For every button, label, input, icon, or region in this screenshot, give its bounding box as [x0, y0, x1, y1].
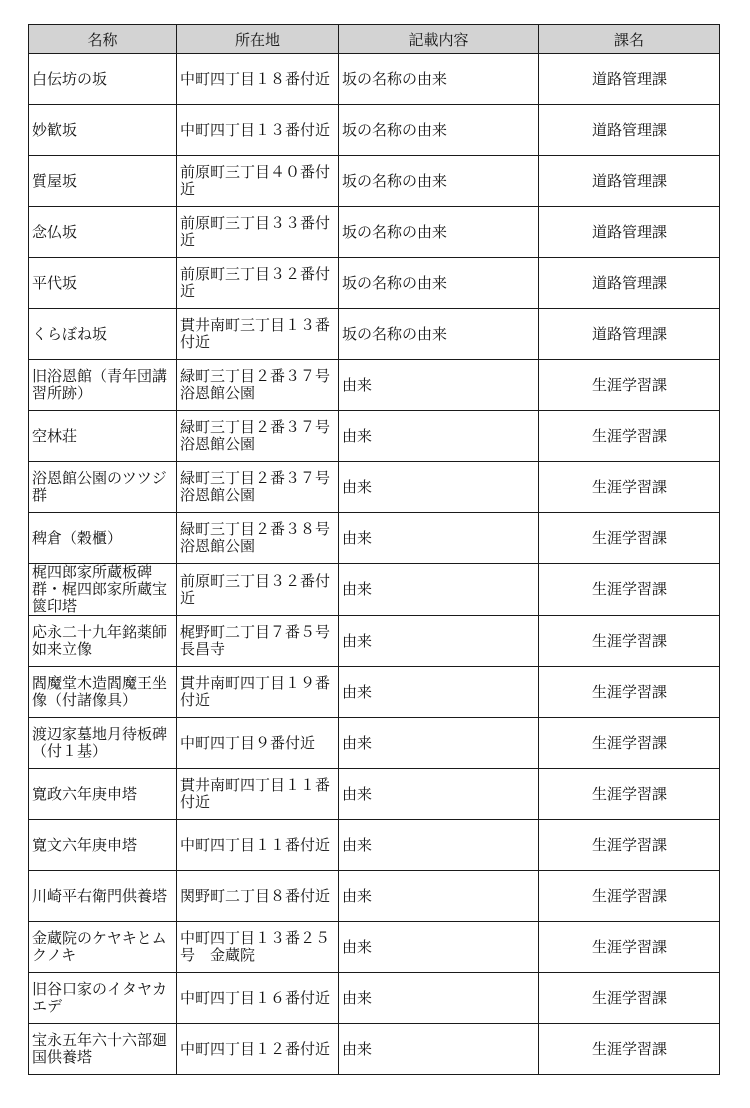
header-row	[29, 25, 720, 54]
cell-description: 由来	[339, 360, 539, 411]
cell-name: 浴恩館公園のツツジ群	[29, 462, 177, 513]
cell-department: 生涯学習課	[539, 411, 720, 462]
cell-name: 旧浴恩館（青年団講習所跡）	[29, 360, 177, 411]
table-row	[29, 718, 720, 769]
table-row	[29, 871, 720, 922]
table-row	[29, 667, 720, 718]
cell-location: 前原町三丁目４０番付近	[177, 156, 339, 207]
header-name: 名称	[29, 25, 177, 54]
cell-location: 中町四丁目１１番付近	[177, 820, 339, 871]
cell-description: 坂の名称の由来	[339, 156, 539, 207]
table-row	[29, 973, 720, 1024]
cell-description: 坂の名称の由来	[339, 309, 539, 360]
cell-description: 由来	[339, 973, 539, 1024]
table-row	[29, 309, 720, 360]
header-location: 所在地	[177, 25, 339, 54]
cell-name: 寛文六年庚申塔	[29, 820, 177, 871]
cell-department: 生涯学習課	[539, 922, 720, 973]
cell-name: 稗倉（穀櫃）	[29, 513, 177, 564]
cell-department: 生涯学習課	[539, 820, 720, 871]
table-row	[29, 360, 720, 411]
cell-department: 生涯学習課	[539, 513, 720, 564]
cell-department: 道路管理課	[539, 309, 720, 360]
cell-location: 中町四丁目１８番付近	[177, 54, 339, 105]
cell-location: 貫井南町三丁目１３番付近	[177, 309, 339, 360]
cell-name: 念仏坂	[29, 207, 177, 258]
cell-location: 前原町三丁目３３番付近	[177, 207, 339, 258]
cell-location: 中町四丁目１３番付近	[177, 105, 339, 156]
cell-location: 貫井南町四丁目１１番付近	[177, 769, 339, 820]
cell-department: 生涯学習課	[539, 973, 720, 1024]
cell-department: 生涯学習課	[539, 871, 720, 922]
header-description: 記載内容	[339, 25, 539, 54]
cell-description: 由来	[339, 411, 539, 462]
cell-name: 応永二十九年銘薬師如来立像	[29, 616, 177, 667]
table-row	[29, 411, 720, 462]
cell-description: 由来	[339, 871, 539, 922]
cell-name: 寛政六年庚申塔	[29, 769, 177, 820]
cell-name: 空林荘	[29, 411, 177, 462]
table-row	[29, 564, 720, 616]
cell-description: 由来	[339, 616, 539, 667]
cell-department: 道路管理課	[539, 258, 720, 309]
cell-location: 中町四丁目１３番２５号 金蔵院	[177, 922, 339, 973]
cell-department: 生涯学習課	[539, 769, 720, 820]
cell-description: 由来	[339, 1024, 539, 1075]
cell-department: 道路管理課	[539, 207, 720, 258]
cell-description: 由来	[339, 513, 539, 564]
header-department: 課名	[539, 25, 720, 54]
table-row	[29, 513, 720, 564]
cell-department: 生涯学習課	[539, 718, 720, 769]
table-row	[29, 820, 720, 871]
cell-description: 由来	[339, 462, 539, 513]
table-row	[29, 1024, 720, 1075]
cell-department: 道路管理課	[539, 54, 720, 105]
table-body	[29, 54, 720, 1075]
cell-name: 川崎平右衛門供養塔	[29, 871, 177, 922]
cell-name: 平代坂	[29, 258, 177, 309]
table-header	[29, 25, 720, 54]
cell-description: 坂の名称の由来	[339, 258, 539, 309]
cell-description: 由来	[339, 667, 539, 718]
cell-name: 質屋坂	[29, 156, 177, 207]
cell-location: 前原町三丁目３２番付近	[177, 564, 339, 616]
cell-name: 妙歓坂	[29, 105, 177, 156]
cell-name: 渡辺家墓地月待板碑（付１基）	[29, 718, 177, 769]
cell-department: 道路管理課	[539, 105, 720, 156]
cell-description: 由来	[339, 564, 539, 616]
cell-department: 生涯学習課	[539, 564, 720, 616]
cell-description: 由来	[339, 922, 539, 973]
table-row	[29, 156, 720, 207]
cell-department: 生涯学習課	[539, 462, 720, 513]
cell-description: 由来	[339, 718, 539, 769]
table-row	[29, 258, 720, 309]
table-row	[29, 769, 720, 820]
cell-name: 梶四郎家所蔵板碑群・梶四郎家所蔵宝篋印塔	[29, 564, 177, 616]
cell-description: 由来	[339, 769, 539, 820]
cell-name: 旧谷口家のイタヤカエデ	[29, 973, 177, 1024]
cell-department: 生涯学習課	[539, 1024, 720, 1075]
table-row	[29, 462, 720, 513]
table-row	[29, 207, 720, 258]
cell-name: 金蔵院のケヤキとムクノキ	[29, 922, 177, 973]
landmark-table	[28, 24, 720, 1075]
table-row	[29, 105, 720, 156]
cell-description: 坂の名称の由来	[339, 54, 539, 105]
cell-location: 緑町三丁目２番３７号 浴恩館公園	[177, 462, 339, 513]
table-row	[29, 54, 720, 105]
cell-name: 宝永五年六十六部廻国供養塔	[29, 1024, 177, 1075]
cell-location: 前原町三丁目３２番付近	[177, 258, 339, 309]
cell-location: 緑町三丁目２番３７号 浴恩館公園	[177, 360, 339, 411]
table-row	[29, 616, 720, 667]
cell-location: 中町四丁目１２番付近	[177, 1024, 339, 1075]
cell-name: くらぼね坂	[29, 309, 177, 360]
cell-description: 坂の名称の由来	[339, 207, 539, 258]
cell-department: 生涯学習課	[539, 360, 720, 411]
cell-name: 閻魔堂木造閻魔王坐像（付諸像具）	[29, 667, 177, 718]
table-row	[29, 922, 720, 973]
cell-department: 生涯学習課	[539, 616, 720, 667]
cell-location: 緑町三丁目２番３８号 浴恩館公園	[177, 513, 339, 564]
cell-department: 生涯学習課	[539, 667, 720, 718]
cell-location: 中町四丁目１６番付近	[177, 973, 339, 1024]
cell-name: 白伝坊の坂	[29, 54, 177, 105]
cell-location: 関野町二丁目８番付近	[177, 871, 339, 922]
cell-location: 緑町三丁目２番３７号 浴恩館公園	[177, 411, 339, 462]
cell-description: 坂の名称の由来	[339, 105, 539, 156]
cell-location: 中町四丁目９番付近	[177, 718, 339, 769]
document-sheet	[28, 24, 719, 1075]
cell-location: 貫井南町四丁目１９番付近	[177, 667, 339, 718]
cell-department: 道路管理課	[539, 156, 720, 207]
cell-location: 梶野町二丁目７番５号 長昌寺	[177, 616, 339, 667]
cell-description: 由来	[339, 820, 539, 871]
